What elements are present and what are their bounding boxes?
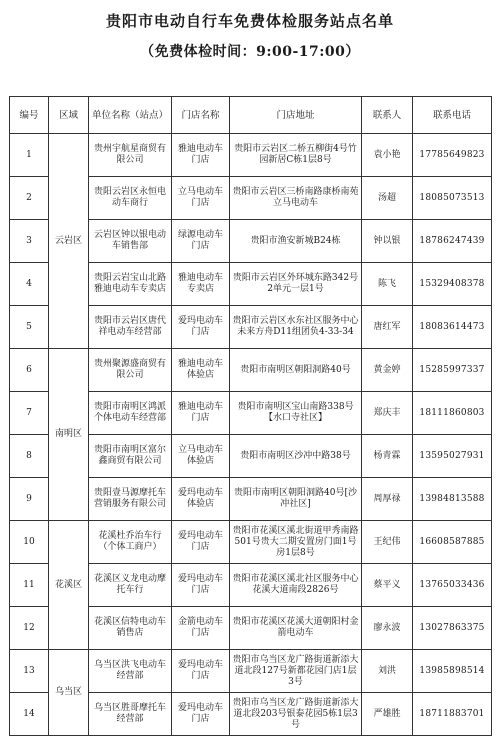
cell-unit: 乌当区胜哥摩托车经营部	[89, 693, 172, 736]
cell-unit: 花溪区义龙电动摩托车行	[89, 564, 172, 607]
cell-phone: 15285997337	[413, 349, 492, 392]
cell-contact: 周厚禄	[362, 478, 413, 521]
cell-contact: 刘洪	[362, 650, 413, 693]
cell-address: 贵阳市花溪区溪北街道甲秀南路501号贵大二期安置房门面1号房1层8号	[230, 521, 362, 564]
cell-store: 金箭电动车门店	[172, 607, 230, 650]
cell-contact: 严雄胜	[362, 693, 413, 736]
cell-contact: 汤超	[362, 177, 413, 220]
table-header-row	[10, 97, 492, 134]
cell-district-huaxi: 花溪区	[49, 521, 89, 650]
cell-phone: 13984813588	[413, 478, 492, 521]
cell-phone: 18786247439	[413, 220, 492, 263]
cell-unit: 乌当区洪飞电动车经营部	[89, 650, 172, 693]
cell-address: 贵阳市花溪区花溪大道朝阳村金箭电动车	[230, 607, 362, 650]
cell-phone: 15329408378	[413, 263, 492, 306]
cell-unit: 云岩区钟以银电动车销售部	[89, 220, 172, 263]
cell-phone: 13595027931	[413, 435, 492, 478]
cell-phone: 17785649823	[413, 134, 492, 177]
cell-contact: 郑庆丰	[362, 392, 413, 435]
page-title: 贵阳市电动自行车免费体检服务站点名单	[105, 12, 394, 30]
cell-contact: 黄金婷	[362, 349, 413, 392]
cell-contact: 蔡平义	[362, 564, 413, 607]
cell-unit: 贵阳云岩宝山北路雅迪电动车专卖店	[89, 263, 172, 306]
cell-no: 1	[10, 134, 49, 177]
cell-store: 雅迪电动车体验店	[172, 349, 230, 392]
cell-no: 9	[10, 478, 49, 521]
cell-no: 8	[10, 435, 49, 478]
cell-address: 贵阳市云岩区二桥五柳街4号竹园新居C栋1层8号	[230, 134, 362, 177]
cell-unit: 花溪杜乔治车行（个体工商户）	[89, 521, 172, 564]
cell-address: 贵阳市花溪区溪北社区服务中心花溪大道南段2826号	[230, 564, 362, 607]
cell-contact: 钟以银	[362, 220, 413, 263]
cell-no: 10	[10, 521, 49, 564]
cell-address: 贵阳市云岩区水东社区服务中心未来方舟D11组团负4-33-34	[230, 306, 362, 349]
cell-address: 贵阳市南明区沙冲中路38号	[230, 435, 362, 478]
cell-district-nanming: 南明区	[49, 349, 89, 521]
cell-unit: 贵阳市云岩区唐代祥电动车经营部	[89, 306, 172, 349]
cell-phone: 18711883701	[413, 693, 492, 736]
cell-store: 立马电动车门店	[172, 177, 230, 220]
cell-address: 贵阳市渔安新城B24栋	[230, 220, 362, 263]
cell-phone: 18111860803	[413, 392, 492, 435]
cell-phone: 18085073513	[413, 177, 492, 220]
cell-contact: 唐红军	[362, 306, 413, 349]
cell-district-wudang: 乌当区	[49, 650, 89, 736]
cell-no: 5	[10, 306, 49, 349]
header-store: 门店名称	[172, 97, 230, 134]
cell-contact: 袁小艳	[362, 134, 413, 177]
cell-address: 贵阳市南明区朝阳洞路40号[沙冲社区]	[230, 478, 362, 521]
header-area: 区域	[49, 97, 89, 134]
cell-no: 12	[10, 607, 49, 650]
cell-store: 爱玛电动车门店	[172, 564, 230, 607]
table-row	[10, 134, 492, 177]
cell-phone: 13985898514	[413, 650, 492, 693]
cell-district-yunyan: 云岩区	[49, 134, 89, 349]
cell-unit: 贵阳市南明区富尔鑫商贸有限公司	[89, 435, 172, 478]
cell-contact: 王纪伟	[362, 521, 413, 564]
cell-store: 雅迪电动车专卖店	[172, 263, 230, 306]
cell-unit: 贵阳云岩区永恒电动车商行	[89, 177, 172, 220]
table-row	[10, 650, 492, 693]
cell-no: 7	[10, 392, 49, 435]
table-row	[10, 521, 492, 564]
cell-store: 爱玛电动车体验店	[172, 478, 230, 521]
cell-phone: 18083614473	[413, 306, 492, 349]
cell-address: 贵阳市云岩区三桥南路康桥南苑立马电动车	[230, 177, 362, 220]
station-table	[9, 96, 492, 736]
cell-store: 爱玛电动车门店	[172, 693, 230, 736]
header-address: 门店地址	[230, 97, 362, 134]
cell-address: 贵阳市南明区朝阳洞路40号	[230, 349, 362, 392]
page-subtitle: （免费体检时间：9:00-17:00）	[140, 44, 360, 60]
cell-phone: 16608587885	[413, 521, 492, 564]
cell-address: 贵阳市云岩区外环城东路342号2单元一层1号	[230, 263, 362, 306]
cell-contact: 廖永波	[362, 607, 413, 650]
cell-address: 贵阳市乌当区龙广路街道新添大道北段203号银泰花园5栋1层3号	[230, 693, 362, 736]
cell-unit: 贵州宇航星商贸有限公司	[89, 134, 172, 177]
cell-address: 贵阳市南明区宝山南路338号【水口寺社区】	[230, 392, 362, 435]
cell-address: 贵阳市乌当区龙广路街道新添大道北段127号新都花园门店1层3号	[230, 650, 362, 693]
cell-no: 14	[10, 693, 49, 736]
table-row	[10, 349, 492, 392]
cell-contact: 陈飞	[362, 263, 413, 306]
cell-store: 爱玛电动车门店	[172, 306, 230, 349]
cell-store: 爱玛电动车门店	[172, 521, 230, 564]
cell-store: 雅迪电动车门店	[172, 134, 230, 177]
cell-contact: 杨青霖	[362, 435, 413, 478]
cell-no: 3	[10, 220, 49, 263]
cell-no: 11	[10, 564, 49, 607]
cell-unit: 贵州聚源盛商贸有限公司	[89, 349, 172, 392]
cell-unit: 贵阳壹马源摩托车营销服务有限公司	[89, 478, 172, 521]
header-no: 编号	[10, 97, 49, 134]
header-phone: 联系电话	[413, 97, 492, 134]
cell-unit: 花溪区信特电动车销售店	[89, 607, 172, 650]
header-unit: 单位名称（站点）	[89, 97, 172, 134]
cell-phone: 13765033436	[413, 564, 492, 607]
cell-phone: 13027863375	[413, 607, 492, 650]
cell-unit: 贵阳市南明区鸿派个体电动车经营部	[89, 392, 172, 435]
cell-no: 2	[10, 177, 49, 220]
cell-no: 4	[10, 263, 49, 306]
cell-store: 绿源电动车门店	[172, 220, 230, 263]
header-contact: 联系人	[362, 97, 413, 134]
cell-no: 13	[10, 650, 49, 693]
cell-no: 6	[10, 349, 49, 392]
cell-store: 立马电动车体验店	[172, 435, 230, 478]
cell-store: 雅迪电动车门店	[172, 392, 230, 435]
cell-store: 爱玛电动车门店	[172, 650, 230, 693]
